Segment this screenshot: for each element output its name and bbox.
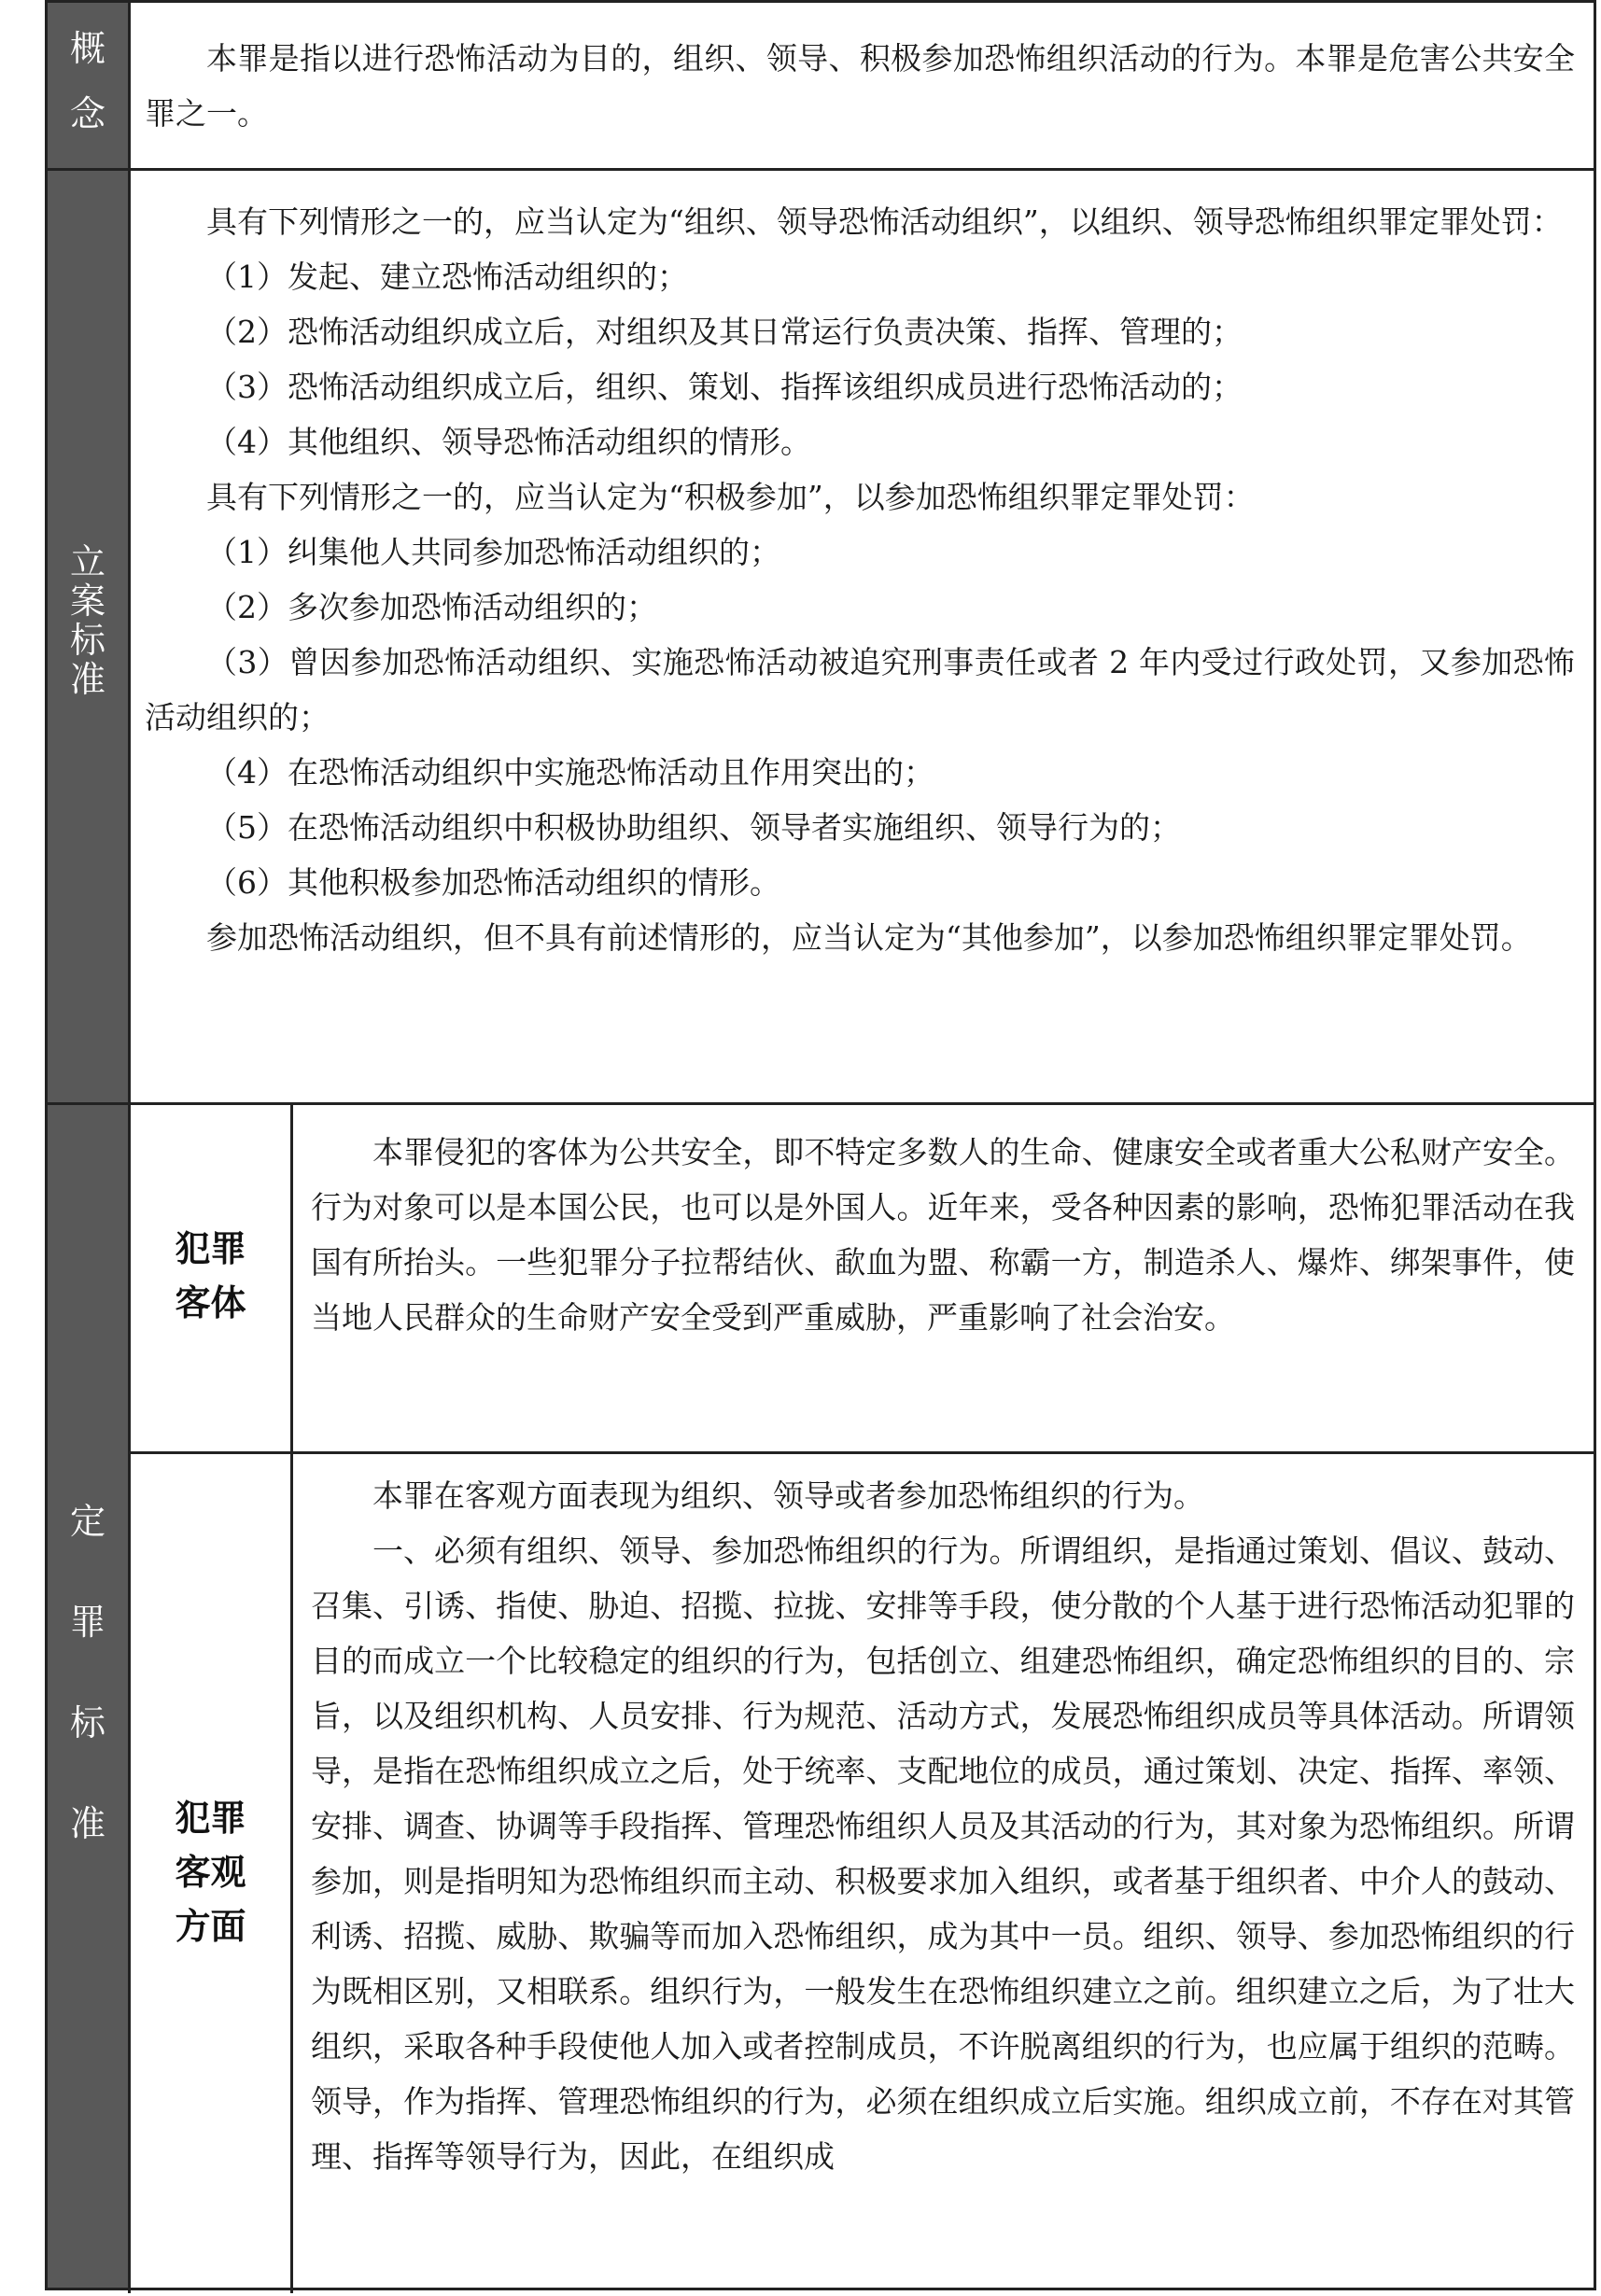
objective-paragraph: 本罪在客观方面表现为组织、领导或者参加恐怖组织的行为。 [372, 1477, 1204, 1514]
filing-item: （2）恐怖活动组织成立后，对组织及其日常运行负责决策、指挥、管理的； [206, 314, 1243, 350]
filing-item: （1）纠集他人共同参加恐怖活动组织的； [206, 534, 780, 570]
sublabel-divider [290, 1102, 293, 2293]
objective-label-line: 客观 [175, 1852, 246, 1893]
filing-label-char: 准 [69, 659, 105, 700]
row-divider-concept [48, 168, 1594, 171]
filing-label-char: 标 [69, 620, 105, 661]
row-divider-filing [48, 1102, 1594, 1105]
filing-item: （3）恐怖活动组织成立后，组织、策划、指挥该组织成员进行恐怖活动的； [206, 369, 1243, 405]
conviction-label-char: 准 [69, 1803, 105, 1844]
filing-item: （4）其他组织、领导恐怖活动组织的情形。 [206, 424, 811, 460]
filing-item: （2）多次参加恐怖活动组织的； [206, 589, 657, 625]
filing-label-char: 立 [69, 541, 105, 582]
concept-label-char: 概 [69, 28, 105, 69]
filing-item: （4）在恐怖活动组织中实施恐怖活动且作用突出的； [206, 754, 934, 791]
conviction-standard-label [48, 1501, 128, 1844]
objective-aspect-text [311, 1468, 1575, 2184]
crime-object-label [131, 1222, 290, 1330]
conviction-label-char: 定 [69, 1501, 105, 1542]
filing-item: （3）曾因参加恐怖活动组织、实施恐怖活动被追究刑事责任或者 2 年内受过行政处罚，又参加恐怖活动组织的； [145, 644, 1575, 735]
concept-paragraph: 本罪是指以进行恐怖活动为目的，组织、领导、积极参加恐怖组织活动的行为。本罪是危害公共安全罪之一。 [145, 40, 1575, 132]
objective-aspect-label [131, 1791, 290, 1953]
crime-object-label-line: 客体 [175, 1282, 246, 1323]
objective-paragraph: 一、必须有组织、领导、参加恐怖组织的行为。所谓组织，是指通过策划、倡议、鼓动、召集、引诱、指使、胁迫、招揽、拉拢、安排等手段，使分散的个人基于进行恐怖活动犯罪的目的而成立一个比较稳定的组织的行为，包括创立、组建恐怖组织，确定恐怖组织的目的、宗旨，以及组织机构、人员安排、行为规范、活动方式，发展恐怖组织成员等具体活动。所谓领导，是指在恐怖组织成立之后，处于统率、支配地位的成员，通过策划、决定、指挥、率领、安排、调查、协调等手段指挥、管理恐怖组织人员及其活动的行为，其对象为恐怖组织。所谓参加，则是指明知为恐怖组织而主动、积极要求加入组织，或者基于组织者、中介人的鼓动、利诱、招揽、威胁、欺骗等而加入恐怖组织，成为其中一员。组织、领导、参加恐怖组织的行为既相区别，又相联系。组织行为，一般发生在恐怖组织建立之前。组织建立之后，为了壮大组织，采取各种手段使他人加入或者控制成员，不许脱离组织的行为，也应属于组织的范畴。领导，作为指挥、管理恐怖组织的行为，必须在组织成立后实施。组织成立前，不存在对其管理、指挥等领导行为，因此，在组织成 [311, 1533, 1575, 2175]
filing-paragraph: 具有下列情形之一的，应当认定为“组织、领导恐怖活动组织”，以组织、领导恐怖组织罪定罪处罚： [206, 203, 1563, 240]
conviction-label-char: 罪 [69, 1602, 105, 1643]
concept-text [145, 31, 1575, 141]
crime-object-paragraph: 本罪侵犯的客体为公共安全，即不特定多数人的生命、健康安全或者重大公私财产安全。行为对象可以是本国公民，也可以是外国人。近年来，受各种因素的影响，恐怖犯罪活动在我国有所抬头。一些犯罪分子拉帮结伙、歃血为盟、称霸一方，制造杀人、爆炸、绑架事件，使当地人民群众的生命财产安全受到严重威胁，严重影响了社会治安。 [311, 1134, 1575, 1336]
filing-item: （1）发起、建立恐怖活动组织的； [206, 259, 688, 295]
filing-label-char: 案 [69, 581, 105, 622]
concept-label [48, 28, 128, 134]
objective-label-line: 犯罪 [175, 1798, 246, 1839]
row-divider-object [128, 1451, 1594, 1454]
objective-label-line: 方面 [175, 1906, 246, 1947]
crime-object-label-line: 犯罪 [175, 1228, 246, 1269]
crime-table [45, 0, 1596, 2290]
crime-object-text [311, 1125, 1575, 1345]
filing-paragraph: 具有下列情形之一的，应当认定为“积极参加”，以参加恐怖组织罪定罪处罚： [206, 479, 1255, 515]
filing-item: （5）在恐怖活动组织中积极协助组织、领导者实施组织、领导行为的； [206, 809, 1181, 846]
concept-label-char: 念 [69, 93, 105, 134]
conviction-label-char: 标 [69, 1702, 105, 1743]
filing-standard-label [48, 541, 128, 700]
filing-item: （6）其他积极参加恐怖活动组织的情形。 [206, 864, 780, 901]
category-column [48, 3, 128, 2288]
filing-paragraph: 参加恐怖活动组织，但不具有前述情形的，应当认定为“其他参加”，以参加恐怖组织罪定罪处罚。 [206, 919, 1532, 956]
filing-standard-text [145, 194, 1575, 965]
